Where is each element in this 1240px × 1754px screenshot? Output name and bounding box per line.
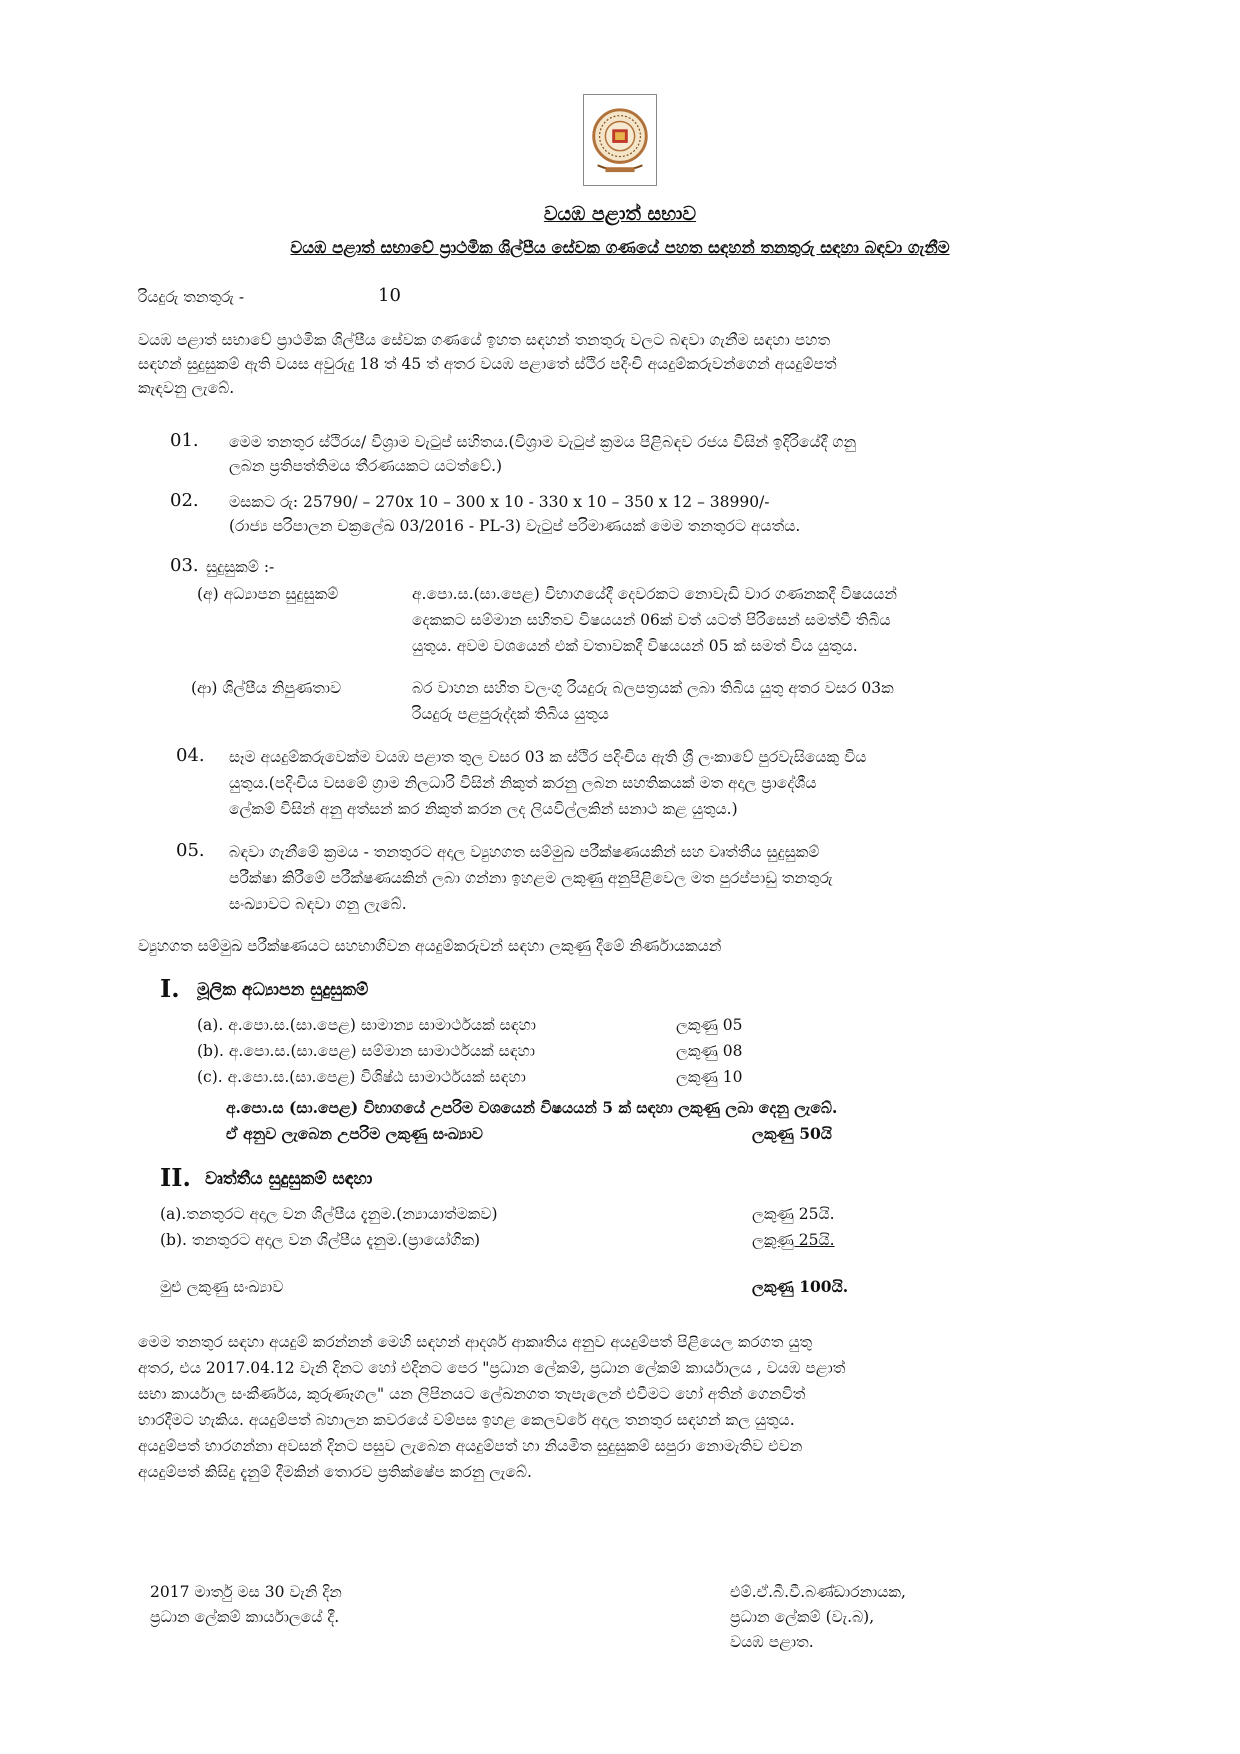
signer-designation: ප්‍රධාන ලේකම් (වැ.බ), [730,1608,875,1626]
intro-line: සඳහන් සුදුසුකම් ඇති වයස අවුරුදු 18 ත් 45 ත් අතර වයඹ පළාතේ ස්ථිර පදිංචි අයදුම්කරුවන්ගෙන් අයදුම්පත් [138,355,837,373]
item-number: 05. [176,840,205,861]
closing-line: අතර, එය 2017.04.12 වැනි දිනට හෝ එදිනට පෙර "ප්‍රධාන ලේකම්, ප්‍රධාන ලේකම් කාර්යාලය , වයඹ පළාත් [138,1359,846,1377]
section1-title: මූලික අධ්‍යාපන සුදුසුකම් [197,980,369,1000]
intro-line: වයඹ පළාත් සභාවේ ප්‍රාථමික ශිල්පීය සේවක ගණයේ ඉහත සඳහන් තනතුරු වලට බඳවා ගැනීම සඳහා පහත [138,331,831,349]
signer-name: එම්.ඒ.බී.වී.බණ්ඩාරනායක, [730,1583,906,1601]
section1-row-marks: ලකුණු 08 [676,1042,743,1060]
section1-numeral: I. [160,974,180,1003]
item-text: ලේකම් විසින් අනු අත්සන් කර නිකුත් කරන ලද ලියවිල්ලකින් සනාථ කළ යුතුය.) [229,800,738,818]
closing-line: අයදුම්පත් කිසිදු දැනුම් දීමකින් තොරව ප්‍රතික්ෂේප කරනු ලැබේ. [138,1463,532,1481]
provincial-emblem-icon [583,94,657,186]
education-text: දෙකකට සම්මාන සහිතව විෂයයන් 06ක් වත් යටත් පිරිසෙන් සමත්වී තිබිය [412,611,891,629]
footer-office: ප්‍රධාන ලේකම් කාර්යාලයේ දී. [150,1608,340,1626]
item-text: මසකට රු: 25790/ – 270x 10 – 300 x 10 - 330 x 10 – 350 x 12 – 38990/- [229,493,770,511]
item-number: 04. [176,745,205,766]
section2-row-label: (a).තනතුරට අදාල වන ශිල්පීය දැනුම.(න්‍යායාත්මකව) [160,1205,498,1223]
page-subtitle: වයඹ පළාත් සභාවේ ප්‍රාථමික ශිල්පීය සේවක ගණයේ පහත සඳහන් තනතුරු සඳහා බඳවා ගැනීම [290,238,950,257]
section1-max-label: ඒ අනුව ලැබෙන උපරිම ලකුණු සංඛ්‍යාව [226,1124,483,1143]
signer-province: වයඹ පළාත. [730,1633,814,1651]
item-text: සෑම අයදුම්කරුවෙක්ම වයඹ පළාත තුල වසර 03 ක ස්ථිර පදිංචිය ඇති ශ්‍රී ලංකාවේ පුරවැසියෙකු විය [229,748,867,766]
section2-title: වෘත්තීය සුදුසුකම් සඳහා [205,1169,373,1189]
vacancy-count: 10 [378,285,401,306]
education-text: යුතුය. අවම වශයෙන් එක් වතාවකදී විෂයයන් 05 ක් සමත් විය යුතුය. [412,637,858,655]
skill-text: රියදුරු පළපුරුද්දක් තිබිය යුතුය [412,705,609,723]
closing-line: අයදුම්පත් භාරගන්නා අවසන් දිනට පසුව ලැබෙන අයදුම්පත් හා නියමිත සුදුසුකම් සපුරා නොමැතිව එවන [138,1437,803,1455]
skill-text: බර වාහන සහිත වලංගු රියදුරු බලපත්‍රයක් ලබා තිබිය යුතු අතර වසර 03ක [412,679,894,697]
item-number: 02. [170,490,199,511]
section1-max-marks: ලකුණු 50යි [752,1124,832,1143]
section1-note: අ.පො.ස (සා.පෙළ) විභාගයේ උපරිම වශයෙන් විෂයයන් 5 ක් සඳහා ලකුණු ලබා දෙනු ලැබේ. [226,1098,838,1117]
section1-row-label: (a). අ.පො.ස.(සා.පෙළ) සාමාන්‍ය සාමාර්ථයක් සඳහා [197,1016,536,1034]
total-marks: ලකුණු 100යි. [752,1277,849,1296]
section1-row-label: (c). අ.පො.ස.(සා.පෙළ) විශිෂ්ඨ සාමාර්ථයක් සඳහා [197,1068,526,1086]
education-label: (අ) අධ්‍යාපන සුදුසුකම් [197,585,339,603]
item-text: පරීක්ෂා කිරීමේ පරීක්ෂණයකින් ලබා ගන්නා ඉහළම ලකුණු අනුපිළිවෙල මත පුරප්පාඩු තනතුරු [229,869,833,887]
closing-line: භාරදීමට හැකිය. අයදුම්පත් බහාලන කවරයේ වම්පස ඉහළ කෙලවරේ අදාල තනතුර සඳහන් කල යුතුය. [138,1411,795,1429]
item-text: යුතුය.(පදිංචිය වසමේ ග්‍රාම නිලධාරි විසින් නිකුත් කරනු ලබන සහතිකයක් මත අදාල ප්‍රාදේශීය [229,774,817,792]
total-label: මුළු ලකුණු සංඛ්‍යාව [160,1278,284,1296]
item-text: (රාජ්‍ය පරිපාලන චක්‍රලේඛ 03/2016 - PL-3) වැටුප් පරිමාණයක් මෙම තනතුරට අයත්ය. [229,517,801,535]
item-text: මෙම තනතුර ස්ථිරය/ විශ්‍රාම වැටුප් සහිතය.(විශ්‍රාම වැටුප් ක්‍රමය පිළිබඳව රජය විසින් ඉදිරියේදී ගනු [229,433,857,451]
item-text: ලබන ප්‍රතිපත්තිමය තීරණයකට යටත්වේ.) [229,457,503,475]
section1-row-marks: ලකුණු 05 [676,1016,743,1034]
vacancy-label: රියදුරු තනතුරු - [138,288,245,306]
closing-line: සභා කාර්යාල සංකීර්ණය, කුරුණෑගල" යන ලිපිනයට ලේඛනගත තැපැලෙන් එවීමට හෝ අතින් ගෙනවිත් [138,1385,806,1403]
section2-row-marks: ලකුණු 25යි. [752,1231,835,1249]
item-number: 01. [170,430,199,451]
section2-row-label: (b). තනතුරට අදාල වන ශිල්පීය දැනුම.(ප්‍රායෝගික) [160,1231,481,1249]
closing-line: මෙම තනතුර සඳහා අයදුම් කරන්නන් මෙහි සඳහන් ආදර්ශ ආකෘතිය අනුව අයදුම්පත් පිළියෙල කරගත යුතු [138,1333,813,1351]
section2-numeral: II. [160,1163,191,1192]
intro-line: කැඳවනු ලැබේ. [138,379,235,397]
footer-date: 2017 මාර්තු මස 30 වැනි දින [150,1583,342,1601]
criteria-heading: ව්‍යුහගත සම්මුඛ පරීක්ෂණයට සහභාගිවන අයදුම්කරුවන් සඳහා ලකුණු දීමේ නිර්ණායකයන් [138,937,722,955]
education-text: අ.පො.ස.(සා.පෙළ) විභාගයේදී දෙවරකට නොවැඩි වාර ගණනකදී විෂයයන් [412,585,897,603]
section1-row-marks: ලකුණු 10 [676,1068,743,1086]
item-text: සංඛ්‍යාවට බඳවා ගනු ලැබේ. [229,895,407,913]
skill-label: (ආ) ශිල්පීය නිපුණතාව [191,679,342,697]
page-title: වයඹ පළාත් සභාව [543,203,697,225]
item-number: 03. [170,555,199,576]
section1-row-label: (b). අ.පො.ස.(සා.පෙළ) සම්මාන සාමාර්ථයක් සඳහා [197,1042,535,1060]
qualifications-heading: සුදුසුකම් :- [206,558,275,576]
item-text: බඳවා ගැනීමේ ක්‍රමය - තනතුරට අදාල ව්‍යුහගත සම්මුඛ පරීක්ෂණයකින් සහ වෘත්තීය සුදුසුකම් [229,843,820,861]
section2-row-marks: ලකුණු 25යි. [752,1205,835,1223]
